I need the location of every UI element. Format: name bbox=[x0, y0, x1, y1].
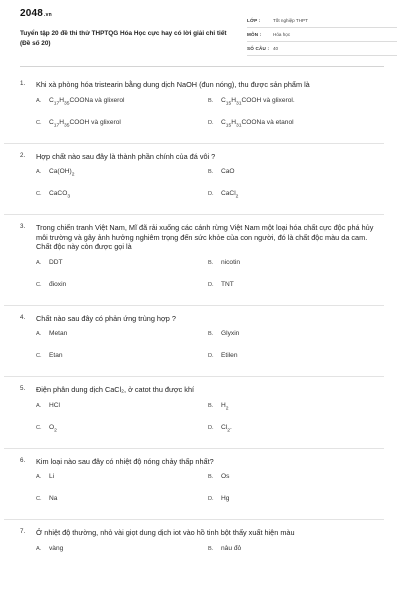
option-text: CaCO$_3$ bbox=[49, 190, 71, 200]
meta-row-subject bbox=[247, 28, 397, 42]
question-text: Chất nào sau đây có phản ứng trùng hợp ? bbox=[36, 313, 176, 323]
answer-options bbox=[36, 259, 384, 303]
answer-option[interactable] bbox=[208, 402, 380, 424]
question-item bbox=[20, 314, 384, 375]
question-divider bbox=[4, 376, 384, 377]
question-text: Hợp chất nào sau đây là thành phần chính của đá vôi ? bbox=[36, 151, 216, 161]
question-text: Kim loại nào sau đây có nhiệt độ nóng chảy thấp nhất? bbox=[36, 456, 214, 466]
question-divider bbox=[4, 143, 384, 144]
answer-option[interactable] bbox=[208, 352, 380, 374]
meta-label: LỚP : bbox=[247, 18, 261, 23]
question-text: Trong chiến tranh Việt Nam, Mĩ đã rải xuống các cánh rừng Việt Nam một loại hóa chất cực độc phá hủy môi trường và gây ảnh hưởng nghiêm trọng đến sức khỏe của con người, đó là chất độc màu da cam. Chất độc này còn được gọi là bbox=[36, 223, 374, 251]
question-text: Ở nhiệt độ thường, nhỏ vài giọt dung dịch iot vào hồ tinh bột thấy xuất hiện màu bbox=[36, 528, 295, 537]
answer-option[interactable] bbox=[36, 545, 208, 567]
option-letter: C. bbox=[36, 119, 42, 126]
question-item bbox=[20, 457, 384, 518]
option-text: TNT bbox=[221, 280, 234, 288]
meta-value: Tốt nghiệp THPT bbox=[273, 18, 308, 23]
question-number: 2. bbox=[20, 151, 26, 159]
answer-option[interactable] bbox=[208, 473, 380, 495]
option-text: $O_2$ bbox=[49, 423, 57, 433]
answer-options bbox=[36, 168, 384, 212]
option-text: vàng bbox=[49, 544, 64, 552]
question-number: 6. bbox=[20, 456, 26, 464]
exam-meta bbox=[247, 14, 397, 56]
option-letter: A. bbox=[36, 169, 42, 175]
answer-option[interactable] bbox=[36, 281, 208, 303]
option-text: $C_{17}H_{35}COOH$ và glixerol bbox=[49, 118, 121, 128]
answer-option[interactable] bbox=[36, 495, 208, 517]
meta-value: Hóa học bbox=[273, 32, 291, 37]
document-title: Tuyển tập 20 đề thi thử THPTQG Hóa Học cực hay có lời giải chi tiết (Đề số 20) bbox=[20, 30, 227, 47]
option-letter: B. bbox=[208, 259, 214, 266]
option-text: Li bbox=[49, 473, 55, 480]
question-item bbox=[20, 223, 384, 303]
option-letter: D. bbox=[208, 119, 214, 126]
answer-option[interactable] bbox=[36, 424, 208, 446]
question-item bbox=[20, 385, 384, 446]
option-letter: D. bbox=[208, 424, 214, 431]
answer-options bbox=[36, 545, 384, 567]
option-letter: B. bbox=[208, 169, 214, 175]
question-text: Điện phân dung dịch CaCl₂, ở catot thu được khí bbox=[36, 385, 195, 394]
option-text: CaCl$_2$ bbox=[221, 190, 239, 200]
answer-option[interactable] bbox=[208, 330, 380, 352]
answer-option[interactable] bbox=[36, 119, 208, 141]
question-divider bbox=[4, 305, 384, 306]
question-number: 3. bbox=[20, 223, 26, 230]
option-letter: B. bbox=[208, 97, 214, 104]
answer-option[interactable] bbox=[208, 281, 380, 303]
answer-option[interactable] bbox=[36, 402, 208, 424]
option-letter: D. bbox=[208, 353, 214, 359]
option-text: CaO bbox=[221, 168, 235, 175]
option-text: nâu đỏ bbox=[221, 544, 242, 552]
question-number: 4. bbox=[20, 313, 26, 321]
answer-option[interactable] bbox=[208, 97, 380, 119]
question-number: 5. bbox=[20, 385, 26, 392]
option-text: nicotin bbox=[221, 258, 241, 266]
option-letter: A. bbox=[36, 402, 42, 409]
answer-option[interactable] bbox=[208, 545, 380, 567]
meta-label: MÔN : bbox=[247, 32, 262, 37]
option-letter: C. bbox=[36, 353, 42, 359]
option-text: $H_2$ bbox=[221, 401, 229, 411]
answer-option[interactable] bbox=[36, 473, 208, 495]
option-letter: A. bbox=[36, 259, 42, 266]
option-letter: C. bbox=[36, 281, 42, 288]
answer-options bbox=[36, 97, 384, 141]
option-letter: A. bbox=[36, 331, 42, 337]
option-text: Glyxin bbox=[221, 330, 240, 337]
option-letter: B. bbox=[208, 402, 214, 409]
question-number: 1. bbox=[20, 80, 26, 87]
answer-option[interactable] bbox=[36, 168, 208, 190]
answer-option[interactable] bbox=[208, 168, 380, 190]
option-text: $C_{17}H_{35}COONa$ và glixerol bbox=[49, 96, 125, 106]
question-divider bbox=[4, 519, 384, 520]
option-letter: A. bbox=[36, 97, 42, 104]
question-divider bbox=[4, 214, 384, 215]
option-text: Metan bbox=[49, 330, 68, 337]
option-letter: C. bbox=[36, 191, 42, 197]
answer-option[interactable] bbox=[208, 495, 380, 517]
question-divider bbox=[4, 448, 384, 449]
option-letter: C. bbox=[36, 496, 42, 502]
option-text: Os bbox=[221, 473, 230, 480]
option-text: Etan bbox=[49, 352, 63, 359]
option-letter: A. bbox=[36, 545, 42, 552]
option-letter: B. bbox=[208, 545, 214, 552]
option-letter: B. bbox=[208, 331, 214, 337]
answer-options bbox=[36, 473, 384, 517]
option-text: Na bbox=[49, 495, 58, 502]
question-number: 7. bbox=[20, 528, 26, 535]
option-text: HCl bbox=[49, 401, 60, 409]
option-text: đioxin bbox=[49, 280, 67, 288]
answer-option[interactable] bbox=[36, 352, 208, 374]
meta-label: SỐ CÂU : bbox=[247, 46, 270, 51]
question-text: Khi xà phòng hóa tristearin bằng dung dịch NaOH (đun nóng), thu được sản phẩm là bbox=[36, 80, 310, 89]
answer-options bbox=[36, 330, 384, 374]
answer-options bbox=[36, 402, 384, 446]
answer-option[interactable] bbox=[208, 259, 380, 281]
header bbox=[20, 0, 384, 66]
option-text: DDT bbox=[49, 258, 63, 266]
answer-option[interactable] bbox=[208, 424, 380, 446]
option-text: $Ca(OH)_2$ bbox=[49, 168, 75, 178]
answer-option[interactable] bbox=[208, 190, 380, 212]
option-text: $C_{15}H_{31}COONa$ và etanol bbox=[221, 118, 294, 128]
option-letter: C. bbox=[36, 424, 42, 431]
answer-option[interactable] bbox=[208, 119, 380, 141]
meta-row-class bbox=[247, 14, 397, 28]
brand-suffix: .vn bbox=[44, 12, 52, 18]
option-letter: D. bbox=[208, 281, 214, 288]
option-letter: D. bbox=[208, 191, 214, 197]
option-text: Etilen bbox=[221, 352, 238, 359]
option-letter: A. bbox=[36, 474, 42, 480]
option-text: $C_{15}H_{31}COOH$ và glixerol. bbox=[221, 96, 295, 106]
option-letter: D. bbox=[208, 496, 214, 502]
question-item bbox=[20, 80, 384, 141]
answer-option[interactable] bbox=[36, 259, 208, 281]
answer-option[interactable] bbox=[36, 330, 208, 352]
meta-value: 40 bbox=[273, 46, 279, 51]
question-list bbox=[20, 80, 384, 567]
option-text: Hg bbox=[221, 495, 230, 502]
answer-option[interactable] bbox=[36, 97, 208, 119]
question-item bbox=[20, 152, 384, 213]
option-letter: B. bbox=[208, 474, 214, 480]
answer-option[interactable] bbox=[36, 190, 208, 212]
brand-name: 2048 bbox=[20, 8, 44, 19]
meta-row-question-count bbox=[247, 42, 397, 56]
header-divider bbox=[20, 66, 384, 67]
question-item bbox=[20, 528, 384, 567]
option-text: $Cl_2$. bbox=[221, 423, 232, 433]
